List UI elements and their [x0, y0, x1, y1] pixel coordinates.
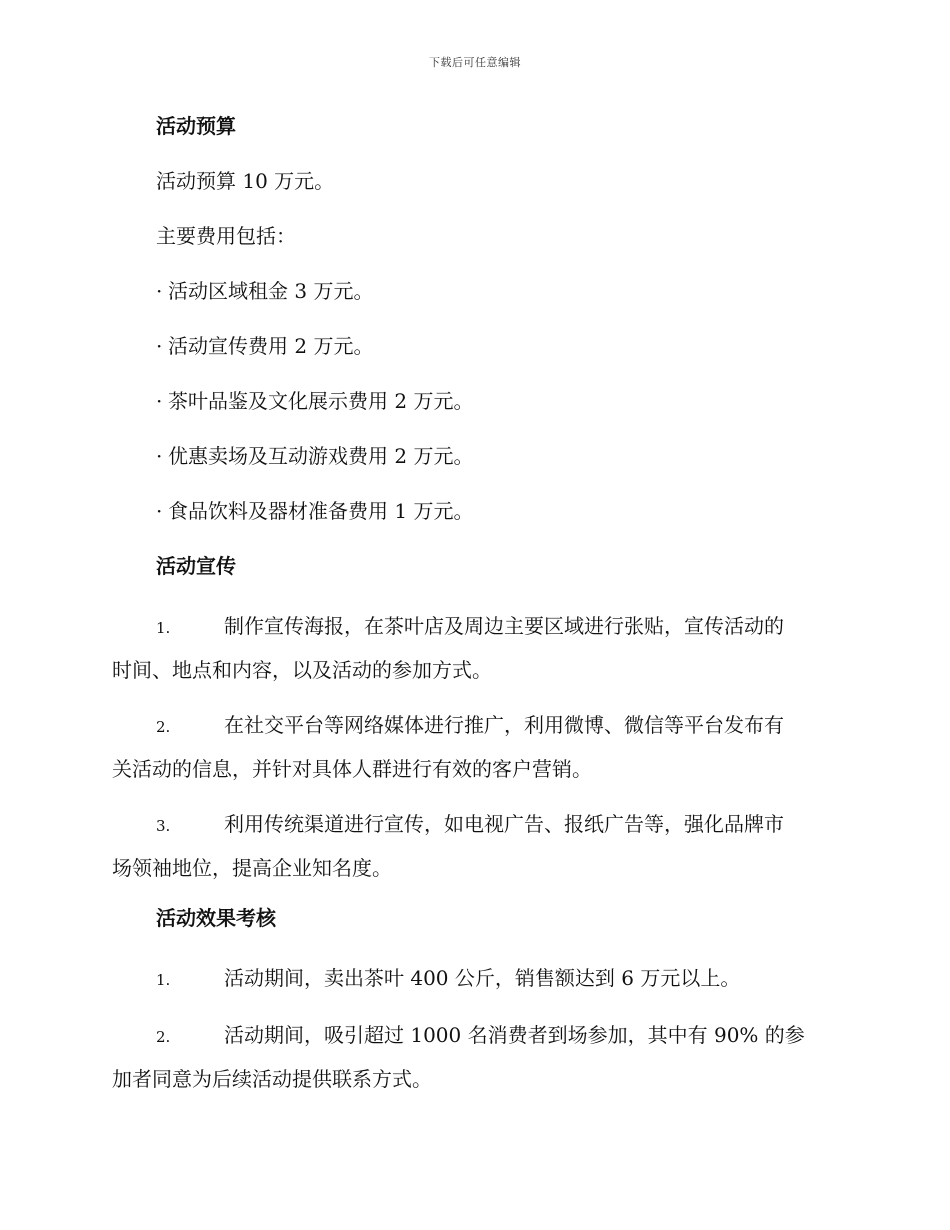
item-text-line1: 在社交平台等网络媒体进行推广，利用微博、微信等平台发布有	[224, 713, 784, 737]
bullet-text: 优惠卖场及互动游戏费用 2 万元。	[168, 444, 474, 468]
budget-bullet	[156, 385, 836, 417]
section-heading-promotion: 活动宣传	[156, 554, 236, 578]
promotion-item	[112, 605, 836, 691]
item-text-line2: 关活动的信息，并针对具体人群进行有效的客户营销。	[112, 757, 592, 781]
item-text-line2: 时间、地点和内容，以及活动的参加方式。	[112, 658, 492, 682]
item-text-line1: 活动期间，卖出茶叶 400 公斤，销售额达到 6 万元以上。	[224, 966, 741, 990]
item-number: 1.	[156, 619, 171, 637]
evaluation-item	[112, 1014, 836, 1100]
item-text-line1: 制作宣传海报，在茶叶店及周边主要区域进行张贴，宣传活动的	[224, 614, 784, 638]
item-number: 2.	[156, 718, 171, 736]
budget-bullet	[156, 275, 836, 307]
bullet-text: 食品饮料及器材准备费用 1 万元。	[168, 499, 474, 523]
item-text-line2: 加者同意为后续活动提供联系方式。	[112, 1067, 432, 1091]
promotion-item	[112, 803, 836, 889]
promotion-item	[112, 704, 836, 790]
bullet-dot: ·	[156, 444, 163, 468]
budget-bullet	[156, 495, 836, 527]
item-text-line2: 场领袖地位，提高企业知名度。	[112, 856, 392, 880]
budget-bullet	[156, 330, 836, 362]
bullet-text: 茶叶品鉴及文化展示费用 2 万元。	[168, 389, 474, 413]
bullet-dot: ·	[156, 389, 163, 413]
section-heading-evaluation: 活动效果考核	[156, 906, 276, 930]
bullet-dot: ·	[156, 499, 163, 523]
bullet-text: 活动宣传费用 2 万元。	[168, 334, 374, 358]
budget-lead: 主要费用包括：	[156, 224, 296, 248]
item-number: 1.	[156, 971, 171, 989]
page-header: 下载后可任意编辑	[429, 56, 521, 69]
evaluation-item	[112, 957, 836, 1001]
bullet-dot: ·	[156, 334, 163, 358]
budget-intro: 活动预算 10 万元。	[156, 169, 335, 193]
section-heading-budget: 活动预算	[156, 114, 236, 138]
document-body	[112, 110, 836, 1113]
item-text-line1: 利用传统渠道进行宣传，如电视广告、报纸广告等，强化品牌市	[224, 812, 784, 836]
item-number: 2.	[156, 1028, 171, 1046]
bullet-dot: ·	[156, 279, 163, 303]
item-number: 3.	[156, 817, 171, 835]
budget-bullet	[156, 440, 836, 472]
bullet-text: 活动区域租金 3 万元。	[168, 279, 374, 303]
item-text-line1: 活动期间，吸引超过 1000 名消费者到场参加，其中有 90% 的参	[224, 1023, 805, 1047]
